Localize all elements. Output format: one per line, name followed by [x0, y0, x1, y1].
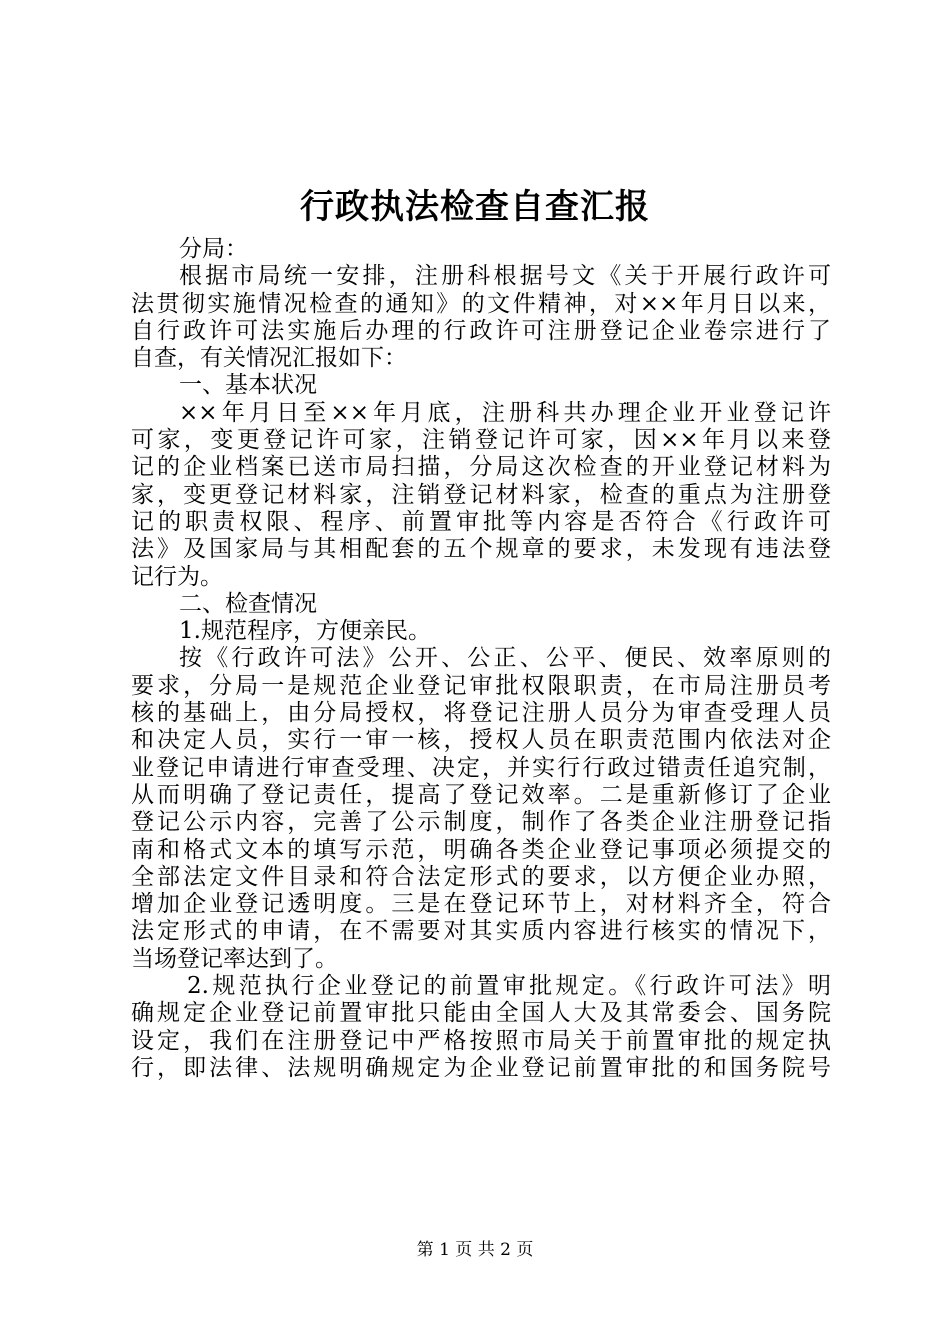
- body-line: 根据市局统一安排，注册科根据号文《关于开展行政许可: [179, 263, 831, 290]
- body-line: 法贯彻实施情况检查的通知》的文件精神，对××年月日以来，: [131, 290, 831, 317]
- body-line: 登记公示内容，完善了公示制度，制作了各类企业注册登记指: [131, 809, 831, 836]
- body-line: 一、基本状况: [179, 372, 317, 399]
- body-line: 核的基础上，由分局授权，将登记注册人员分为审查受理人员: [131, 700, 831, 727]
- body-line: 分局：: [179, 236, 248, 262]
- body-line: 全部法定文件目录和符合法定形式的要求，以方便企业办照，: [131, 863, 831, 890]
- body-line: 记行为。: [131, 563, 223, 590]
- body-line: 法》及国家局与其相配套的五个规章的要求，未发现有违法登: [131, 536, 831, 563]
- body-line: 法定形式的申请，在不需要对其实质内容进行核实的情况下，: [131, 918, 831, 945]
- body-line: 业登记申请进行审查受理、决定，并实行行政过错责任追究制，: [131, 754, 831, 781]
- body-line: 增加企业登记透明度。三是在登记环节上，对材料齐全，符合: [131, 891, 831, 918]
- body-line: 从而明确了登记责任，提高了登记效率。二是重新修订了企业: [131, 781, 831, 808]
- body-line: 可家，变更登记许可家，注销登记许可家，因××年月以来登: [131, 427, 831, 454]
- body-line: 要求，分局一是规范企业登记审批权限职责，在市局注册员考: [131, 672, 831, 699]
- body-line: 行，即法律、法规明确规定为企业登记前置审批的和国务院号: [131, 1054, 831, 1081]
- body-line: 按《行政许可法》公开、公正、公平、便民、效率原则的: [179, 645, 831, 672]
- document-title: 行政执法检查自查汇报: [300, 187, 650, 227]
- body-line: 1.规范程序，方便亲民。: [179, 618, 431, 645]
- body-line: 确规定企业登记前置审批只能由全国人大及其常委会、国务院: [131, 1000, 831, 1027]
- body-line: 自行政许可法实施后办理的行政许可注册登记企业卷宗进行了: [131, 317, 831, 344]
- body-line: 二、检查情况: [179, 590, 317, 617]
- body-line: 当场登记率达到了。: [131, 945, 338, 972]
- body-line: 南和格式文本的填写示范，明确各类企业登记事项必须提交的: [131, 836, 831, 863]
- body-line: 自查，有关情况汇报如下：: [131, 345, 407, 372]
- body-line: 家，变更登记材料家，注销登记材料家，检查的重点为注册登: [131, 481, 831, 508]
- body-line: 和决定人员，实行一审一核，授权人员在职责范围内依法对企: [131, 727, 831, 754]
- page-footer: 第 1 页 共 2 页: [416, 1240, 534, 1260]
- body-line: ××年月日至××年月底，注册科共办理企业开业登记许: [179, 399, 831, 426]
- body-line: 2.规范执行企业登记的前置审批规定。《行政许可法》明: [187, 973, 831, 1000]
- body-line: 记的企业档案已送市局扫描，分局这次检查的开业登记材料为: [131, 454, 831, 481]
- body-line: 设定，我们在注册登记中严格按照市局关于前置审批的规定执: [131, 1027, 831, 1054]
- body-line: 记的职责权限、程序、前置审批等内容是否符合《行政许可: [131, 508, 831, 535]
- document-body: [131, 236, 831, 1082]
